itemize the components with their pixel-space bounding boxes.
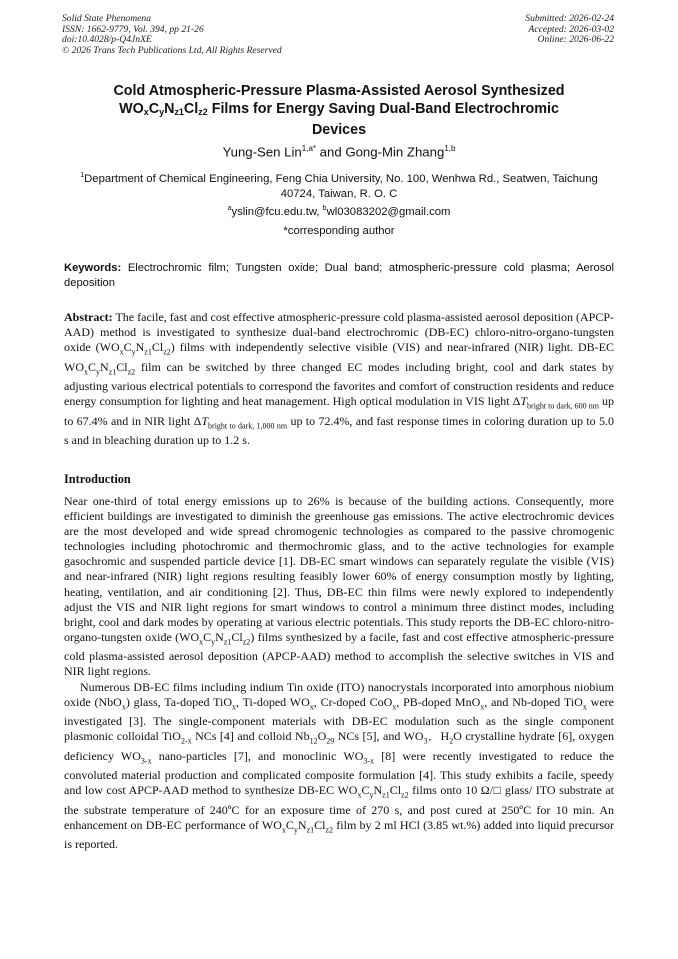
copyright-line: © 2026 Trans Tech Publications Ltd, All Rights Reserved	[62, 44, 282, 56]
abstract: Abstract: The facile, fast and cost effective atmospheric-pressure cold plasma-assisted aerosol deposition (APCP-AAD) method is investigated to synthesize dual-band electrochromic (DB-EC) chloro-nitro-organo-tungsten oxide $(WO_xC_yN_{z1}Cl_{z2})$ films with independently selective visible (VIS) and near-infrared (NIR) light. DB-EC $WO_xC_yN_{z1}Cl_{z2}$ film can be switched by three changed EC modes including bright, cool and dark states by adjusting various electrical potentials to correspond the favorites and comfort of construction residents and reduce energy consumption for lighting and heat management. High optical modulation in VIS light $\Delta T_{bright to dark, 600 nm}$ up to 67.4% and in NIR light $\Delta T_{bright to dark, 1,000 nm}$ up to 72.4%, and fast response times in coloring duration up to 5.0 s and in bleaching duration up to 1.2 s.	[64, 310, 614, 448]
intro-paragraph-1: Near one-third of total energy emissions up to 26% is because of the building actions. Consequently, more efficient buildings are investigated to diminish the greenhouse gas emissions. The active electrochromic devices are the most developed and wide spread chromogenic technologies as compared to the passive chromogenic technologies including photochromic and thermochromic glass, and to the active technologies for example gasochromic and suspended particle device [1]. DB-EC smart windows can separately regulate the visible (VIS) and near-infrared (NIR) light regions resulting feasibly lower 60% of energy consumption mostly by lighting, heating, ventilation, and air conditioning [2]. Thus, DB-EC thin films were newly explored to independently adjust the VIS and NIR light regions for smart windows to control a minimum three distinct modes, including bright, cool and dark modes by operating at various electric potentials. This study reports the DB-EC chloro-nitro-organo-tungsten oxide $(WO_xC_yN_{z1}Cl_{z2})$ films synthesized by a facile, fast and cost effective atmospheric-pressure cold plasma-assisted aerosol deposition (APCP-AAD) method to accomplish the selective switches in VIS and NIR light regions.	[64, 494, 614, 679]
journal-info	[62, 14, 282, 56]
journal-name: Solid State Phenomena	[62, 13, 151, 24]
title-line-1: Cold Atmospheric-Pressure Plasma-Assisted Aerosol Synthesized	[113, 83, 565, 99]
author-1: Yung-Sen Lin	[222, 144, 302, 160]
email-b[interactable]: wl03083202@gmail.com	[326, 205, 451, 218]
author-2: Gong-Min Zhang	[345, 144, 445, 160]
email-a[interactable]: yslin@fcu.edu.tw,	[231, 205, 323, 218]
accepted-date: Accepted: 2026-03-02	[528, 23, 614, 35]
online-date: Online: 2026-06-22	[537, 34, 614, 46]
affiliation: $^1$Department of Chemical Engineering, Feng Chia University, No. 100, Wenhwa Rd., Seatwen, Taichung 40724, Taiwan, R. O. C	[80, 172, 598, 200]
keywords	[64, 261, 614, 291]
issn-line: ISSN: 1662-9779, Vol. 394, pp 21-26	[62, 23, 204, 35]
author-list: Yung-Sen Lin$^{1,a*}$ and Gong-Min Zhang$^{1,b}$	[222, 144, 456, 160]
introduction-heading: Introduction	[64, 472, 131, 486]
publication-dates	[525, 14, 614, 46]
introduction-body	[64, 494, 614, 852]
intro-paragraph-2: Numerous DB-EC films including indium Tin oxide (ITO) nanocrystals incorporated into amorphous niobium oxide (NbO$_x$) glass, Ta-doped TiO$_x$, Ti-doped $WO_x$, Cr-doped CoO$_x$, PB-doped MnO$_x$, and Nb-doped TiO$_x$ were investigated [3]. The single-component materials with DB-EC modulation such as the single component plasmonic colloidal TiO$_{2-x}$ NCs [4] and colloid $Nb_{12}O_{29}$ NCs [5], and $WO_3$．$H_2O$ crystalline hydrate [6], oxygen deficiency $WO_{3-x}$ nano-particles [7], and monoclinic $WO_{3-x}$ [8] were recently investigated to reduce the convoluted material production and complicated composite formulation [4]. This study exhibits a facile, speedy and low cost APCP-AAD method to synthesize DB-EC $WO_xC_yN_{z1}Cl_{z2}$ films onto 10 Ω/□ glass/ ITO substrate at the substrate temperature of 240ºC for an exposure time of 270 s, and post cured at 250ºC for 10 min. An enhancement on DB-EC performance of $WO_xC_yN_{z1}Cl_{z2}$ film by 2 ml HCl (3.85 wt.%) added into liquid precursor is reported.	[64, 679, 614, 852]
keywords-text: Electrochromic film; Tungsten oxide; Dual band; atmospheric-pressure cold plasma; Aerosol deposition	[64, 262, 614, 289]
email-line: $^a$yslin@fcu.edu.tw, $^b$wl03083202@gmail.com	[227, 205, 451, 218]
submitted-date: Submitted: 2026-02-24	[525, 13, 614, 24]
title-line-3: Devices	[311, 122, 367, 138]
keywords-label: Keywords:	[64, 262, 122, 274]
doi-line: doi:10.4028/p-Q4JnXE	[62, 34, 152, 46]
paper-title	[60, 82, 618, 139]
title-line-2: $WO_xC_yN_{z1}Cl_{z2}$ Films for Energy Saving Dual-Band Electrochromic	[119, 101, 559, 117]
corresponding-note: *corresponding author	[283, 225, 395, 237]
abstract-label: Abstract:	[64, 310, 113, 324]
